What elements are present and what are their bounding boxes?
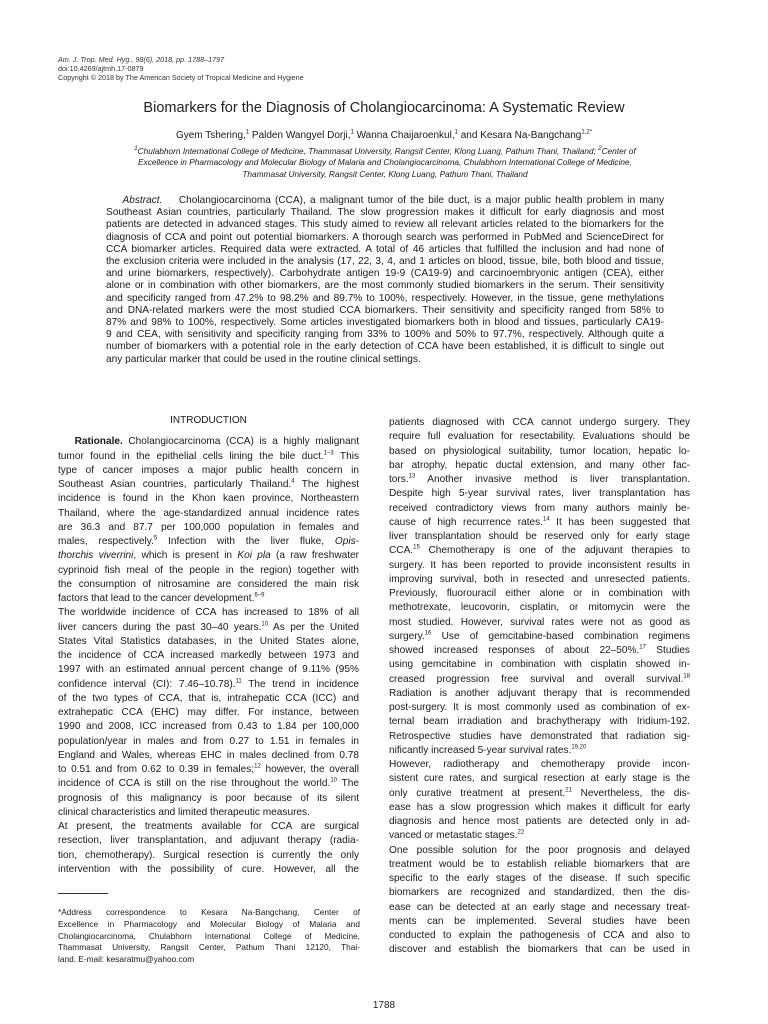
- abstract: [106, 195, 664, 366]
- body-line: require full evaluation for resectability. Evaluations should be: [389, 431, 690, 443]
- body-line: resection, liver transplantation, and adjuvant therapy (radia-: [58, 835, 359, 847]
- body-line: Rationale. Cholangiocarcinoma (CCA) is a highly malignant: [74, 436, 359, 448]
- copyright-line: Copyright © 2018 by The American Society of Tropical Medicine and Hygiene: [58, 73, 304, 83]
- body-line: States Vital Statistics databases, in the United States alone,: [58, 635, 359, 647]
- body-line: methotrexate, leucovorin, cisplatin, or mitomycin were the: [389, 602, 690, 614]
- body-line: sistent cure rates, and surgical resection at early stage is the: [389, 773, 690, 785]
- body-line: ternal beam irradiation and brachytherapy with Iridium-192.: [389, 716, 690, 728]
- body-line: England and Wales, whereas EHC in males declined from 0.78: [58, 749, 359, 761]
- body-line: Previously, fluorouracil either alone or in combination with: [389, 588, 690, 599]
- abstract-line: Southeast Asian countries, particularly Thailand. The slow progression makes it difficult for early diagnosis and most: [106, 207, 664, 219]
- body-line: liver transplantation should be reserved only for early stage: [389, 531, 690, 542]
- body-line: are 36.3 and 87.7 per 100,000 population in females and: [58, 521, 359, 533]
- body-line: tors.$^{13}$ Another invasive method is liver transplantation.: [389, 473, 690, 485]
- affiliations: $^1$Chulabhorn International College of Medicine, Thammasat University, Rangsit Center, Klong Luang, Pathum Thani, Thailand; $^2$Center of Excellence in Pharmacology and Molecular Biology of Malaria and Cholangiocarcinoma, Chulabhorn International College of Medicine, Thammasat University, Rangsit Center, Klong Luang, Pathum Thani, Thailand: [134, 146, 636, 179]
- body-line: males, respectively.$^5$ Infection with the liver fluke, Opis-: [58, 535, 359, 547]
- abstract-label: Abstract.: [122, 195, 163, 206]
- body-line: 1997 with an estimated annual percent change of 9.11% (95%: [58, 664, 359, 676]
- body-line: Despite high 5-year survival rates, liver transplantation has: [389, 488, 690, 500]
- body-line: incidence is found in the Khon kaen province, Northeastern: [58, 493, 359, 505]
- body-line: liver cancers during the past 30–40 years.$^{10}$ As per the United: [58, 621, 359, 633]
- body-line: Retrospective studies have demonstrated that radiation sig-: [389, 730, 690, 742]
- body-line: patients diagnosed with CCA cannot undergo surgery. They: [389, 417, 690, 428]
- body-line: discover and establish the biomarkers that can be used in: [389, 944, 690, 956]
- abstract-line: CCA biomarker articles. Required data were extracted. A total of 46 articles that fulfilled the inclusion and had none of: [106, 243, 664, 255]
- body-line: of the two types of CCA, that is, intrahepatic CCA (ICC) and: [58, 692, 359, 704]
- body-line: 1990 and 2008, ICC increased from 0.43 to 1.84 per 100,000: [58, 721, 359, 733]
- body-line: surgery.$^{16}$ Use of gemcitabine-based combination regimens: [389, 630, 690, 642]
- body-line: prognosis of this malignancy is poor because of its silent: [58, 792, 359, 804]
- body-line: clinical characteristics and limited therapeutic measures.: [58, 806, 310, 818]
- body-line: creased progression free survival and overall survival.$^{18}$: [389, 673, 690, 685]
- body-line: incidence of CCA is still on the rise throughout the world.$^{10}$ The: [58, 777, 359, 790]
- abstract-line: any particular marker that could be used in the routine clinical settings.: [106, 353, 421, 365]
- correspondence-footnote: *Address correspondence to Kesara Na-Bangchang, Center of Excellence in Pharmacology and Molecular Biology of Malaria and Cholangiocarcinoma, Chulabhorn International College of Medicine, Thammasat University, Rangsit Center, Pathum Thani 12120, Thai- land. E-mail: kesaratmu@yahoo.com: [58, 907, 360, 965]
- body-line: Thailand, where the age-standardized annual incidence rates: [58, 507, 359, 519]
- author-list: Gyem Tshering,$^1$ Palden Wangyel Dorji,$^1$ Wanna Chaijaroenkul,$^1$ and Kesara Na-Bangchang$^{1,2*}$: [175, 129, 593, 141]
- body-line: However, radiotherapy and chemotherapy provide incon-: [389, 759, 690, 770]
- body-line: specific to the early stages of the disease. If such specific: [389, 873, 690, 884]
- body-line: type of cancer imposes a major public health concern in: [58, 464, 359, 476]
- body-line: showed increased responses of about 22–50%.$^{17}$ Studies: [389, 644, 690, 656]
- body-line: cyprinoid fish meal of the people in the region) together with: [58, 564, 359, 576]
- body-line: ments can be implemented. Several studies have been: [389, 915, 690, 927]
- body-line: bar atrophy, hepatic ductal extension, and many other fac-: [389, 459, 690, 471]
- body-line: cause of high recurrence rates.$^{14}$ It has been suggested that: [389, 516, 690, 528]
- doi-line: doi:10.4269/ajtmh.17-0879: [58, 64, 144, 74]
- abstract-line: and specificity ranged from 47.2% to 98.2% and 89.7% to 100%, respectively. However, in the tissue, gene methylations: [106, 292, 664, 304]
- abstract-line: patients are detected in advanced stages. This study aimed to review all relevant articles related to the biomarkers for the: [106, 219, 664, 231]
- body-line: received contradictory views from many authors mainly be-: [389, 502, 690, 514]
- body-line: diagnosis and hence most patients are detected only in ad-: [389, 816, 690, 827]
- right-column: [389, 416, 690, 958]
- abstract-line: and urine biomarkers, respectively). Carbohydrate antigen 19-9 (CA19-9) and carcinoembryonic antigen (CEA), either: [106, 268, 664, 280]
- body-line: the incidence of CCA increased markedly between 1973 and: [58, 650, 359, 661]
- body-line: tion, chemotherapy). Surgical resection is currently the only: [58, 849, 359, 861]
- body-line: The worldwide incidence of CCA has increased to 18% of all: [58, 607, 359, 619]
- page-number: 1788: [372, 1000, 396, 1011]
- abstract-line: diagnosis of CCA and point out potential biomarkers. A thorough search was performed in PubMed and ScienceDirect for: [106, 231, 664, 243]
- body-line: tumor found in the epithelial cells lining the bile duct.$^{1-3}$ This: [58, 450, 359, 462]
- abstract-line: 87% and 98% to 100%, respectively. Some articles investigated biomarkers both in blood and tissues, particularly CA19-: [106, 317, 664, 329]
- body-line: surgery. It has been reported to provide inconsistent results in: [389, 559, 690, 571]
- body-line: Southeast Asian countries, particularly Thailand.$^4$ The highest: [58, 478, 359, 490]
- body-line: to 0.51 and from 0.62 to 0.39 in females;$^{12}$ however, the overall: [58, 763, 359, 775]
- body-line: post-surgery. It is most commonly used as combination of ex-: [389, 702, 690, 713]
- body-line: only curative treatment at present.$^{21}$ Nevertheless, the dis-: [389, 787, 690, 799]
- body-line: population/year in males and from 0.27 to 1.51 in females in: [58, 735, 359, 747]
- body-line: most studied. However, survival rates were not as good as: [389, 616, 690, 628]
- citation-line: Am. J. Trop. Med. Hyg., 98(6), 2018, pp. 1788–1797: [58, 55, 225, 64]
- body-line: factors that lead to the cancer development.$^{6-9}$: [58, 592, 265, 604]
- body-line: ease has a slow progression which makes it difficult for early: [389, 801, 690, 813]
- body-line: ease can be detected at an early stage and necessary treat-: [389, 901, 690, 913]
- paper-title: Biomarkers for the Diagnosis of Cholangiocarcinoma: A Systematic Review: [143, 100, 625, 116]
- body-line: intervention with the possibility of cure. However, all the: [58, 863, 359, 875]
- body-line: confidence interval (CI): 7.46–10.78).$^{11}$ The trend in incidence: [58, 678, 359, 690]
- body-line: One possible solution for the poor prognosis and delayed: [389, 844, 690, 856]
- body-line: biomarkers are recognized and standardized, then the dis-: [389, 887, 690, 899]
- body-line: extrahepatic CCA (EHC) may differ. For instance, between: [58, 707, 359, 718]
- abstract-line: the exclusion criteria were included in the analysis (17, 22, 3, 4, and 1 articles on blood, tissue, bile, both blood and tissue,: [106, 256, 664, 268]
- body-line: based on physiological suitability, tumor location, hepatic lo-: [389, 445, 690, 457]
- journal-metadata: [58, 55, 304, 83]
- footnote-divider: [58, 893, 108, 894]
- body-line: using gemcitabine in combination with cisplatin showed in-: [389, 659, 690, 671]
- abstract-line: Abstract. Cholangiocarcinoma (CCA), a malignant tumor of the bile duct, is a major public health problem in many: [122, 195, 664, 206]
- body-line: thorchis viverrini, which is present in Koi pla (a raw freshwater: [58, 550, 359, 562]
- abstract-line: alone or in combination with other biomarkers, are the most commonly studied biomarkers in the serum. Their sensitivity: [106, 280, 664, 292]
- body-line: CCA.$^{15}$ Chemotherapy is one of the adjuvant therapies to: [389, 544, 690, 557]
- left-column: [58, 414, 359, 877]
- body-line: At present, the treatments available for CCA are surgical: [58, 821, 359, 832]
- section-heading-introduction: INTRODUCTION: [170, 415, 247, 426]
- body-line: nificantly increased 5-year survival rates.$^{19,20}$: [389, 744, 587, 756]
- body-line: treatment would be to establish reliable biomarkers that are: [389, 858, 690, 870]
- body-line: improving survival, both in resected and unresected patients.: [389, 573, 690, 585]
- body-line: the consumption of nitrosamine are considered the main risk: [58, 578, 359, 590]
- abstract-line: number of biomarkers with a potential role in the early detection of CCA have been established, it is difficult to single out: [106, 341, 664, 353]
- body-line: Radiation is another adjuvant therapy that is recommended: [389, 687, 690, 699]
- abstract-line: 9 and CEA, with sensitivity and specificity ranging from 33% to 100% and 50% to 97.7%, respectively. Although quite a: [106, 329, 664, 341]
- body-line: conducted to explain the pathogenesis of CCA and also to: [389, 930, 690, 941]
- abstract-line: and DNA-related markers were the most studied CCA biomarkers. Their sensitivity and specificity ranged from 58% to: [106, 304, 664, 316]
- body-line: vanced or metastatic stages.$^{22}$: [389, 829, 525, 842]
